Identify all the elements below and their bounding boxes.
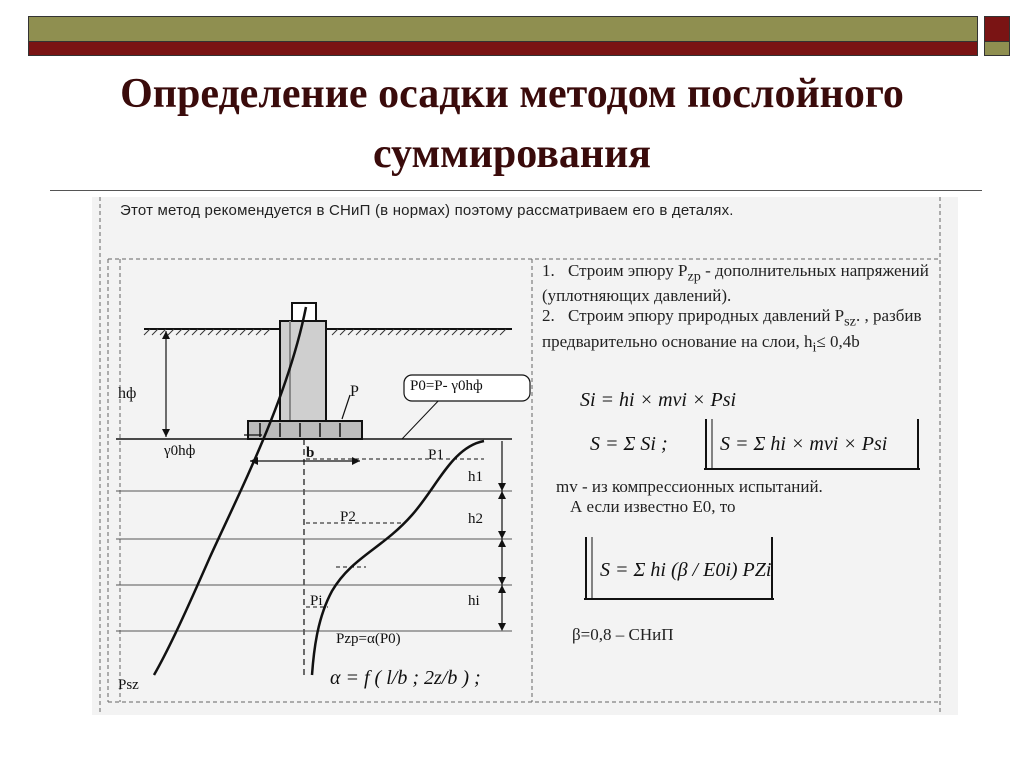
slide-title bbox=[40, 64, 984, 184]
formula-sum-s: S = Σ Si ; bbox=[590, 433, 668, 455]
label-h2: h2 bbox=[468, 511, 483, 527]
steps-list bbox=[542, 261, 942, 357]
slide-title-line-1: Определение осадки методом послойного bbox=[120, 71, 904, 117]
label-p: P bbox=[350, 383, 359, 400]
step-1-number: 1. bbox=[542, 261, 555, 280]
label-h1: h1 bbox=[468, 469, 483, 485]
label-b: b bbox=[306, 445, 315, 461]
label-psz: Psz bbox=[118, 677, 139, 693]
step-2-sub2: i bbox=[812, 339, 817, 356]
label-hf: hф bbox=[118, 385, 137, 402]
step-2-text: Строим эпюру природных давлений P bbox=[568, 306, 845, 326]
step-1-text: Строим эпюру P bbox=[568, 261, 688, 280]
scanned-figure bbox=[92, 197, 958, 715]
title-divider bbox=[50, 190, 982, 191]
label-gamma-hf: γ0hф bbox=[164, 443, 196, 459]
formula-sum-full: S = Σ hi × mvi × Psi bbox=[720, 433, 888, 455]
label-p2: P2 bbox=[340, 509, 356, 525]
corner-square-olive bbox=[984, 42, 1010, 56]
intro-text: Этот метод рекомендуется в СНиП (в нормах) поэтому рассматриваем его в деталях. bbox=[120, 202, 734, 219]
formula-si: Si = hi × mvi × Psi bbox=[580, 389, 737, 411]
formula-alpha: α = f ( l/b ; 2z/b ) ; bbox=[330, 667, 481, 689]
step-2-number: 2. bbox=[542, 306, 555, 326]
label-pzp: Pzp=α(P0) bbox=[336, 631, 401, 647]
slide-title-line-2: суммирования bbox=[372, 131, 652, 177]
header-bar-olive bbox=[28, 16, 978, 42]
beta-note: β=0,8 – СНиП bbox=[572, 625, 674, 644]
step-1 bbox=[542, 261, 942, 306]
formula-sum-beta: S = Σ hi (β / E0i) PZi bbox=[600, 559, 772, 581]
corner-square-maroon bbox=[984, 16, 1010, 42]
label-hi: hi bbox=[468, 593, 480, 609]
step-2-sub: sz bbox=[844, 313, 856, 330]
step-1-rest: - дополнительных напряжений (уплотняющих давлений). bbox=[542, 261, 929, 306]
step-1-sub: zp bbox=[687, 268, 701, 285]
label-p1: P1 bbox=[428, 447, 444, 463]
label-p0-box: P0=P- γ0hф bbox=[410, 378, 483, 394]
step-2-rest2: ≤ 0,4b bbox=[816, 331, 860, 351]
mv-note: mv - из компрессионных испытаний. bbox=[556, 477, 823, 496]
e0-note: А если известно E0, то bbox=[570, 497, 736, 516]
step-2 bbox=[542, 306, 942, 357]
label-pi: Pi bbox=[310, 593, 323, 609]
header-bar-maroon bbox=[28, 42, 978, 56]
step-2-rest: . , разбив предварительно основание на слои, h bbox=[542, 306, 922, 351]
